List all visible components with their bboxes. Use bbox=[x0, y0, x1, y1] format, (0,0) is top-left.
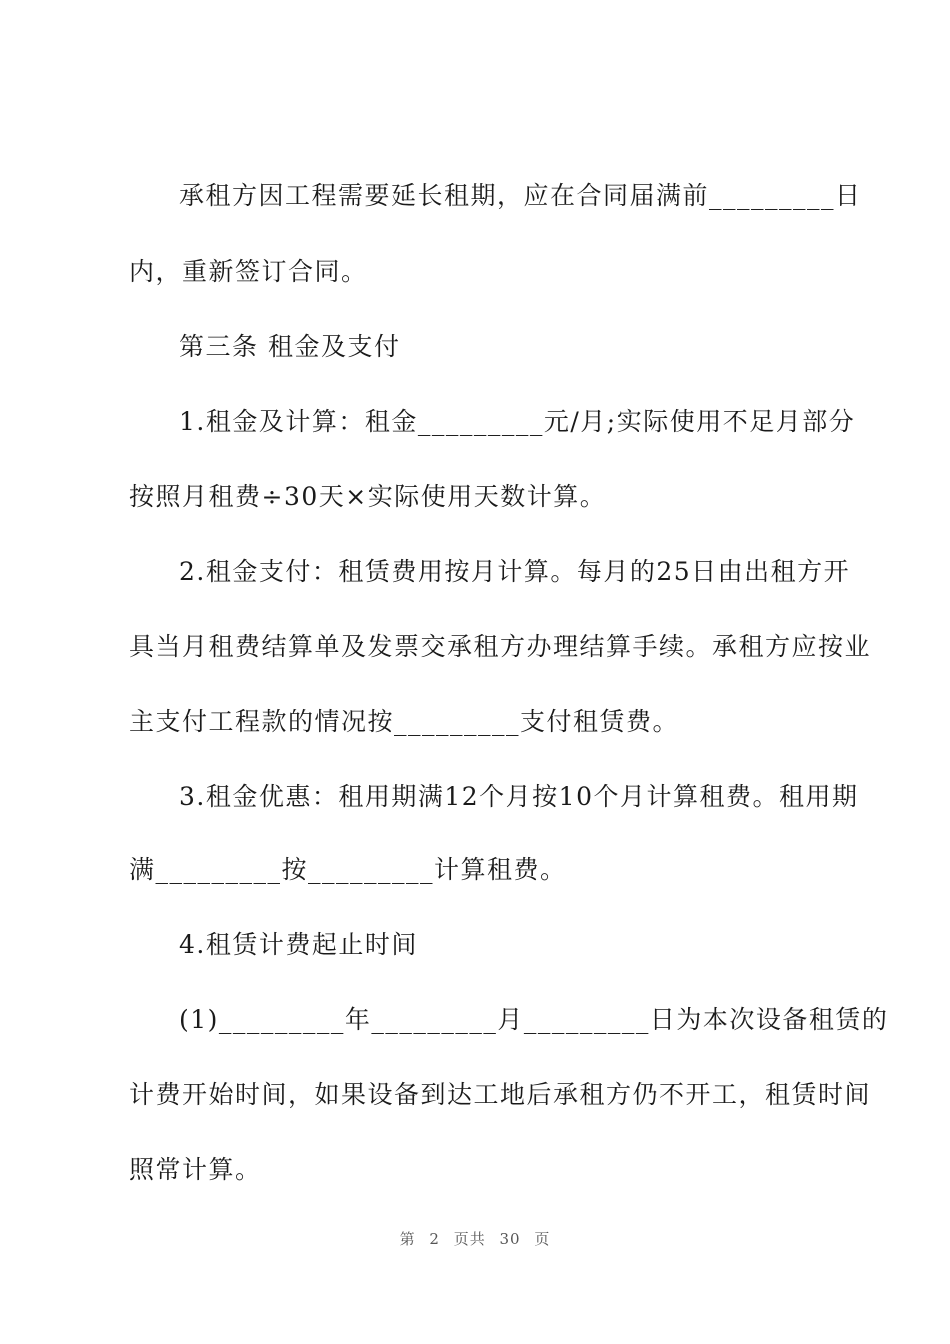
paragraph-line: 具当月租费结算单及发票交承租方办理结算手续。承租方应按业 bbox=[129, 632, 872, 661]
page-number-footer: 第 2 页共 30 页 bbox=[399, 1230, 551, 1248]
paragraph-line: 2.租金支付：租赁费用按月计算。每月的25日由出租方开 bbox=[179, 557, 851, 586]
paragraph-line: 内，重新签订合同。 bbox=[129, 257, 368, 286]
paragraph-line: 承租方因工程需要延长租期，应在合同届满前_________日 bbox=[179, 181, 862, 210]
paragraph-line: 3.租金优惠：租用期满12个月按10个月计算租费。租用期 bbox=[179, 782, 859, 811]
section-heading: 第三条 租金及支付 bbox=[179, 332, 401, 361]
paragraph-line: 满_________按_________计算租费。 bbox=[129, 855, 567, 884]
paragraph-line: 主支付工程款的情况按_________支付租赁费。 bbox=[129, 707, 680, 736]
paragraph-line: 照常计算。 bbox=[129, 1155, 262, 1184]
paragraph-line: 按照月租费÷30天×实际使用天数计算。 bbox=[129, 482, 607, 511]
paragraph-line: 计费开始时间，如果设备到达工地后承租方仍不开工，租赁时间 bbox=[129, 1080, 872, 1109]
paragraph-line: 4.租赁计费起止时间 bbox=[179, 930, 418, 959]
paragraph-line: (1)_________年_________月_________日为本次设备租赁的 bbox=[179, 1005, 889, 1034]
paragraph-line: 1.租金及计算：租金_________元/月;实际使用不足月部分 bbox=[179, 407, 856, 436]
